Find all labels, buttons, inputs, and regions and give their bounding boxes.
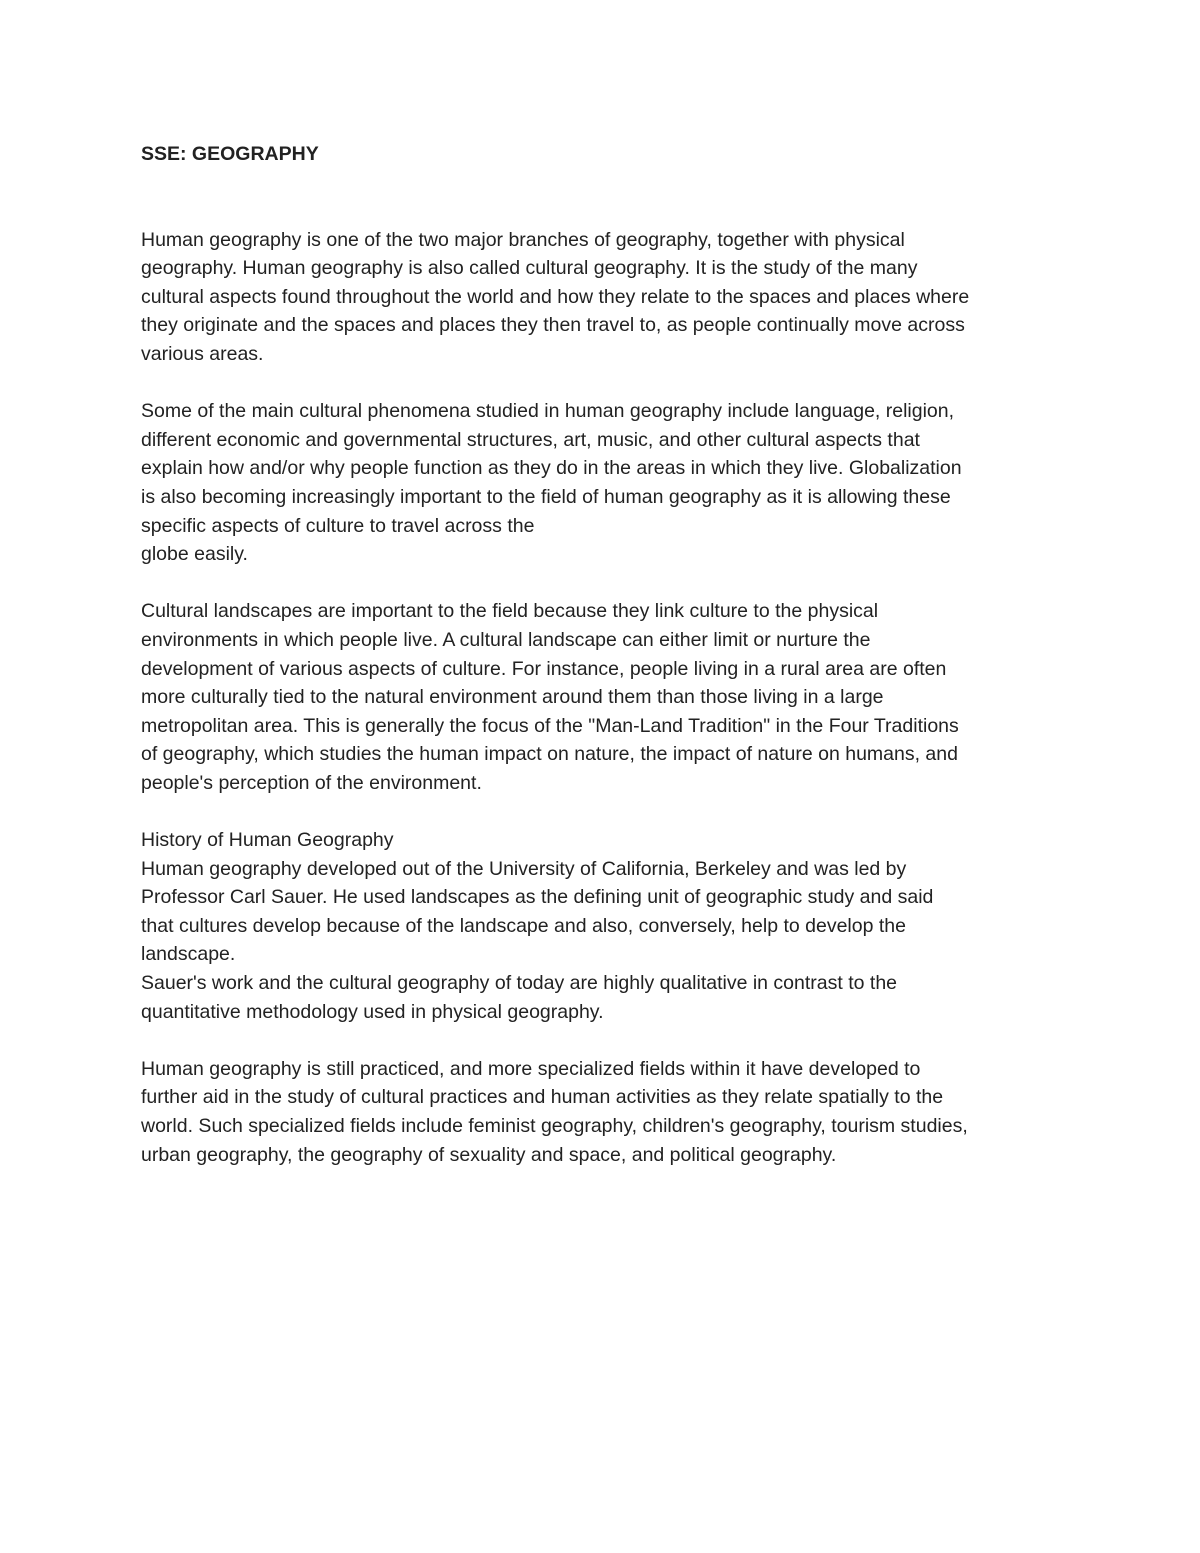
text-line: geography. Human geography is also called cultural geography. It is the study of the many: [141, 257, 918, 280]
text-line: landscape.: [141, 943, 236, 966]
text-line: development of various aspects of culture. For instance, people living in a rural area are often: [141, 657, 947, 680]
text-line: explain how and/or why people function as they do in the areas in which they live. Globalization: [141, 457, 962, 480]
section-heading: History of Human Geography: [141, 829, 394, 852]
text-line: Human geography is one of the two major branches of geography, together with physical: [141, 228, 905, 251]
text-line: that cultures develop because of the landscape and also, conversely, help to develop the: [141, 914, 906, 937]
text-line: metropolitan area. This is generally the focus of the "Man-Land Tradition" in the Four Traditions: [141, 714, 959, 737]
text-line: Cultural landscapes are important to the field because they link culture to the physical: [141, 600, 879, 623]
text-line: Sauer's work and the cultural geography of today are highly qualitative in contrast to the: [141, 972, 898, 995]
text-line: environments in which people live. A cultural landscape can either limit or nurture the: [141, 628, 871, 651]
text-line: various areas.: [141, 342, 264, 365]
text-line: Professor Carl Sauer. He used landscapes as the defining unit of geographic study and said: [141, 886, 934, 909]
paragraph-history: [141, 826, 1081, 1026]
text-line: Human geography developed out of the University of California, Berkeley and was led by: [141, 857, 907, 880]
text-line: people's perception of the environment.: [141, 771, 482, 794]
document-title: SSE: GEOGRAPHY: [141, 143, 319, 165]
text-line: globe easily.: [141, 543, 248, 566]
text-line: more culturally tied to the natural environment around them than those living in a large: [141, 686, 884, 709]
paragraph-intro: [141, 226, 1081, 369]
paragraph-cultural-phenomena: [141, 397, 1081, 569]
text-line: is also becoming increasingly important to the field of human geography as it is allowing these: [141, 485, 951, 508]
text-line: Human geography is still practiced, and more specialized fields within it have developed to: [141, 1057, 921, 1080]
text-line: quantitative methodology used in physical geography.: [141, 1000, 604, 1023]
text-line: urban geography, the geography of sexuality and space, and political geography.: [141, 1143, 837, 1166]
paragraph-cultural-landscapes: [141, 597, 1081, 797]
text-line: specific aspects of culture to travel across the: [141, 514, 535, 537]
text-line: they originate and the spaces and places they then travel to, as people continually move across: [141, 314, 965, 337]
document-body: [141, 140, 1081, 1198]
text-line: world. Such specialized fields include feminist geography, children's geography, tourism studies,: [141, 1115, 968, 1137]
text-line: of geography, which studies the human impact on nature, the impact of nature on humans, and: [141, 743, 958, 766]
text-line: further aid in the study of cultural practices and human activities as they relate spatially to the: [141, 1086, 944, 1109]
text-line: different economic and governmental structures, art, music, and other cultural aspects that: [141, 428, 920, 451]
text-line: cultural aspects found throughout the world and how they relate to the spaces and places where: [141, 285, 970, 308]
text-line: Some of the main cultural phenomena studied in human geography include language, religion,: [141, 400, 955, 423]
paragraph-specialized-fields: [141, 1055, 1081, 1169]
